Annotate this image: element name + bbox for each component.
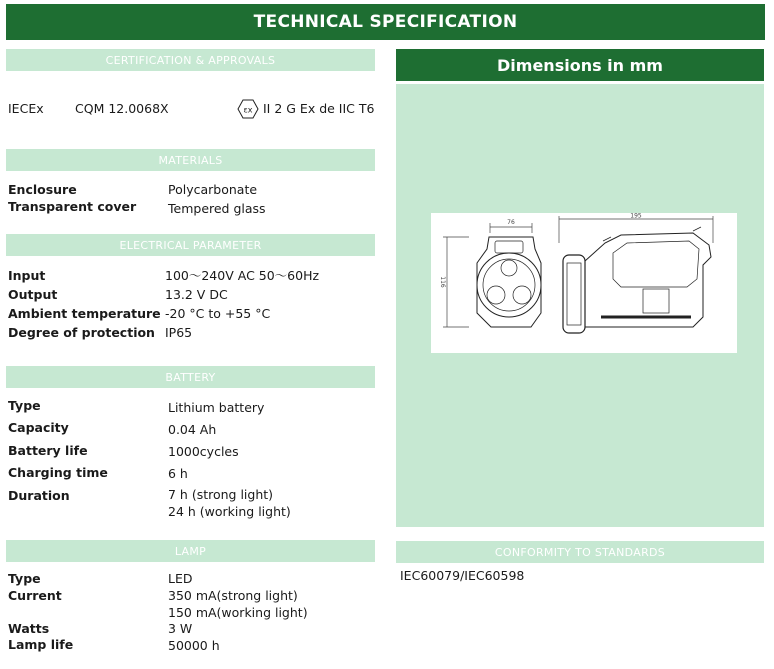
battery-label-charging: Charging time	[8, 465, 108, 480]
electrical-value-input: 100～240V AC 50～60Hz	[165, 268, 320, 283]
electrical-label-protection: Degree of protection	[8, 325, 155, 340]
dimension-width-label: 76	[507, 219, 515, 226]
battery-label-life: Battery life	[8, 443, 88, 458]
electrical-label-ambient: Ambient temperature	[8, 306, 161, 321]
lamp-value-current-working: 150 mA(working light)	[168, 605, 308, 620]
lamp-heading: LAMP	[6, 540, 375, 562]
conformity-standards: IEC60079/IEC60598	[400, 568, 525, 583]
lamp-value-watts: 3 W	[168, 621, 193, 636]
ex-symbol: εx	[243, 105, 253, 115]
battery-value-duration-working: 24 h (working light)	[168, 504, 291, 519]
electrical-value-ambient: -20 °C to +55 °C	[165, 306, 271, 321]
lamp-label-watts: Watts	[8, 621, 50, 636]
lamp-label-type: Type	[8, 571, 41, 586]
lamp-label-current: Current	[8, 588, 62, 603]
materials-value-cover: Tempered glass	[168, 201, 266, 216]
battery-value-duration-strong: 7 h (strong light)	[168, 487, 274, 502]
battery-label-capacity: Capacity	[8, 420, 69, 435]
ex-hexagon-icon	[237, 99, 259, 123]
battery-label-type: Type	[8, 398, 41, 413]
dimension-drawing-svg	[431, 213, 737, 353]
electrical-label-output: Output	[8, 287, 58, 302]
electrical-heading: ELECTRICAL PARAMETER	[6, 234, 375, 256]
battery-value-charging: 6 h	[168, 466, 188, 481]
dimensions-heading: Dimensions in mm	[396, 49, 764, 81]
battery-value-capacity: 0.04 Ah	[168, 422, 217, 437]
dimension-drawing	[431, 213, 737, 353]
battery-heading: BATTERY	[6, 366, 375, 388]
dimension-height-label: 116	[439, 276, 446, 288]
lamp-label-life: Lamp life	[8, 637, 74, 652]
lamp-value-life: 50000 h	[168, 638, 220, 653]
battery-value-life: 1000cycles	[168, 444, 239, 459]
lamp-value-current-strong: 350 mA(strong light)	[168, 588, 298, 603]
electrical-value-output: 13.2 V DC	[165, 287, 228, 302]
materials-label-cover: Transparent cover	[8, 199, 137, 214]
materials-label-enclosure: Enclosure	[8, 182, 77, 197]
battery-label-duration: Duration	[8, 488, 70, 503]
certification-heading: CERTIFICATION & APPROVALS	[6, 49, 375, 71]
page-title: TECHNICAL SPECIFICATION	[6, 4, 765, 40]
cert-number: CQM 12.0068X	[75, 101, 169, 116]
electrical-value-protection: IP65	[165, 325, 193, 340]
battery-value-type: Lithium battery	[168, 400, 265, 415]
cert-marking: II 2 G Ex de IIC T6	[263, 101, 375, 116]
electrical-label-input: Input	[8, 268, 46, 283]
conformity-heading: CONFORMITY TO STANDARDS	[396, 541, 764, 563]
dimension-length-label: 195	[630, 213, 642, 220]
materials-value-enclosure: Polycarbonate	[168, 182, 258, 197]
materials-heading: MATERIALS	[6, 149, 375, 171]
lamp-value-type: LED	[168, 571, 193, 586]
cert-scheme: IECEx	[8, 101, 44, 116]
